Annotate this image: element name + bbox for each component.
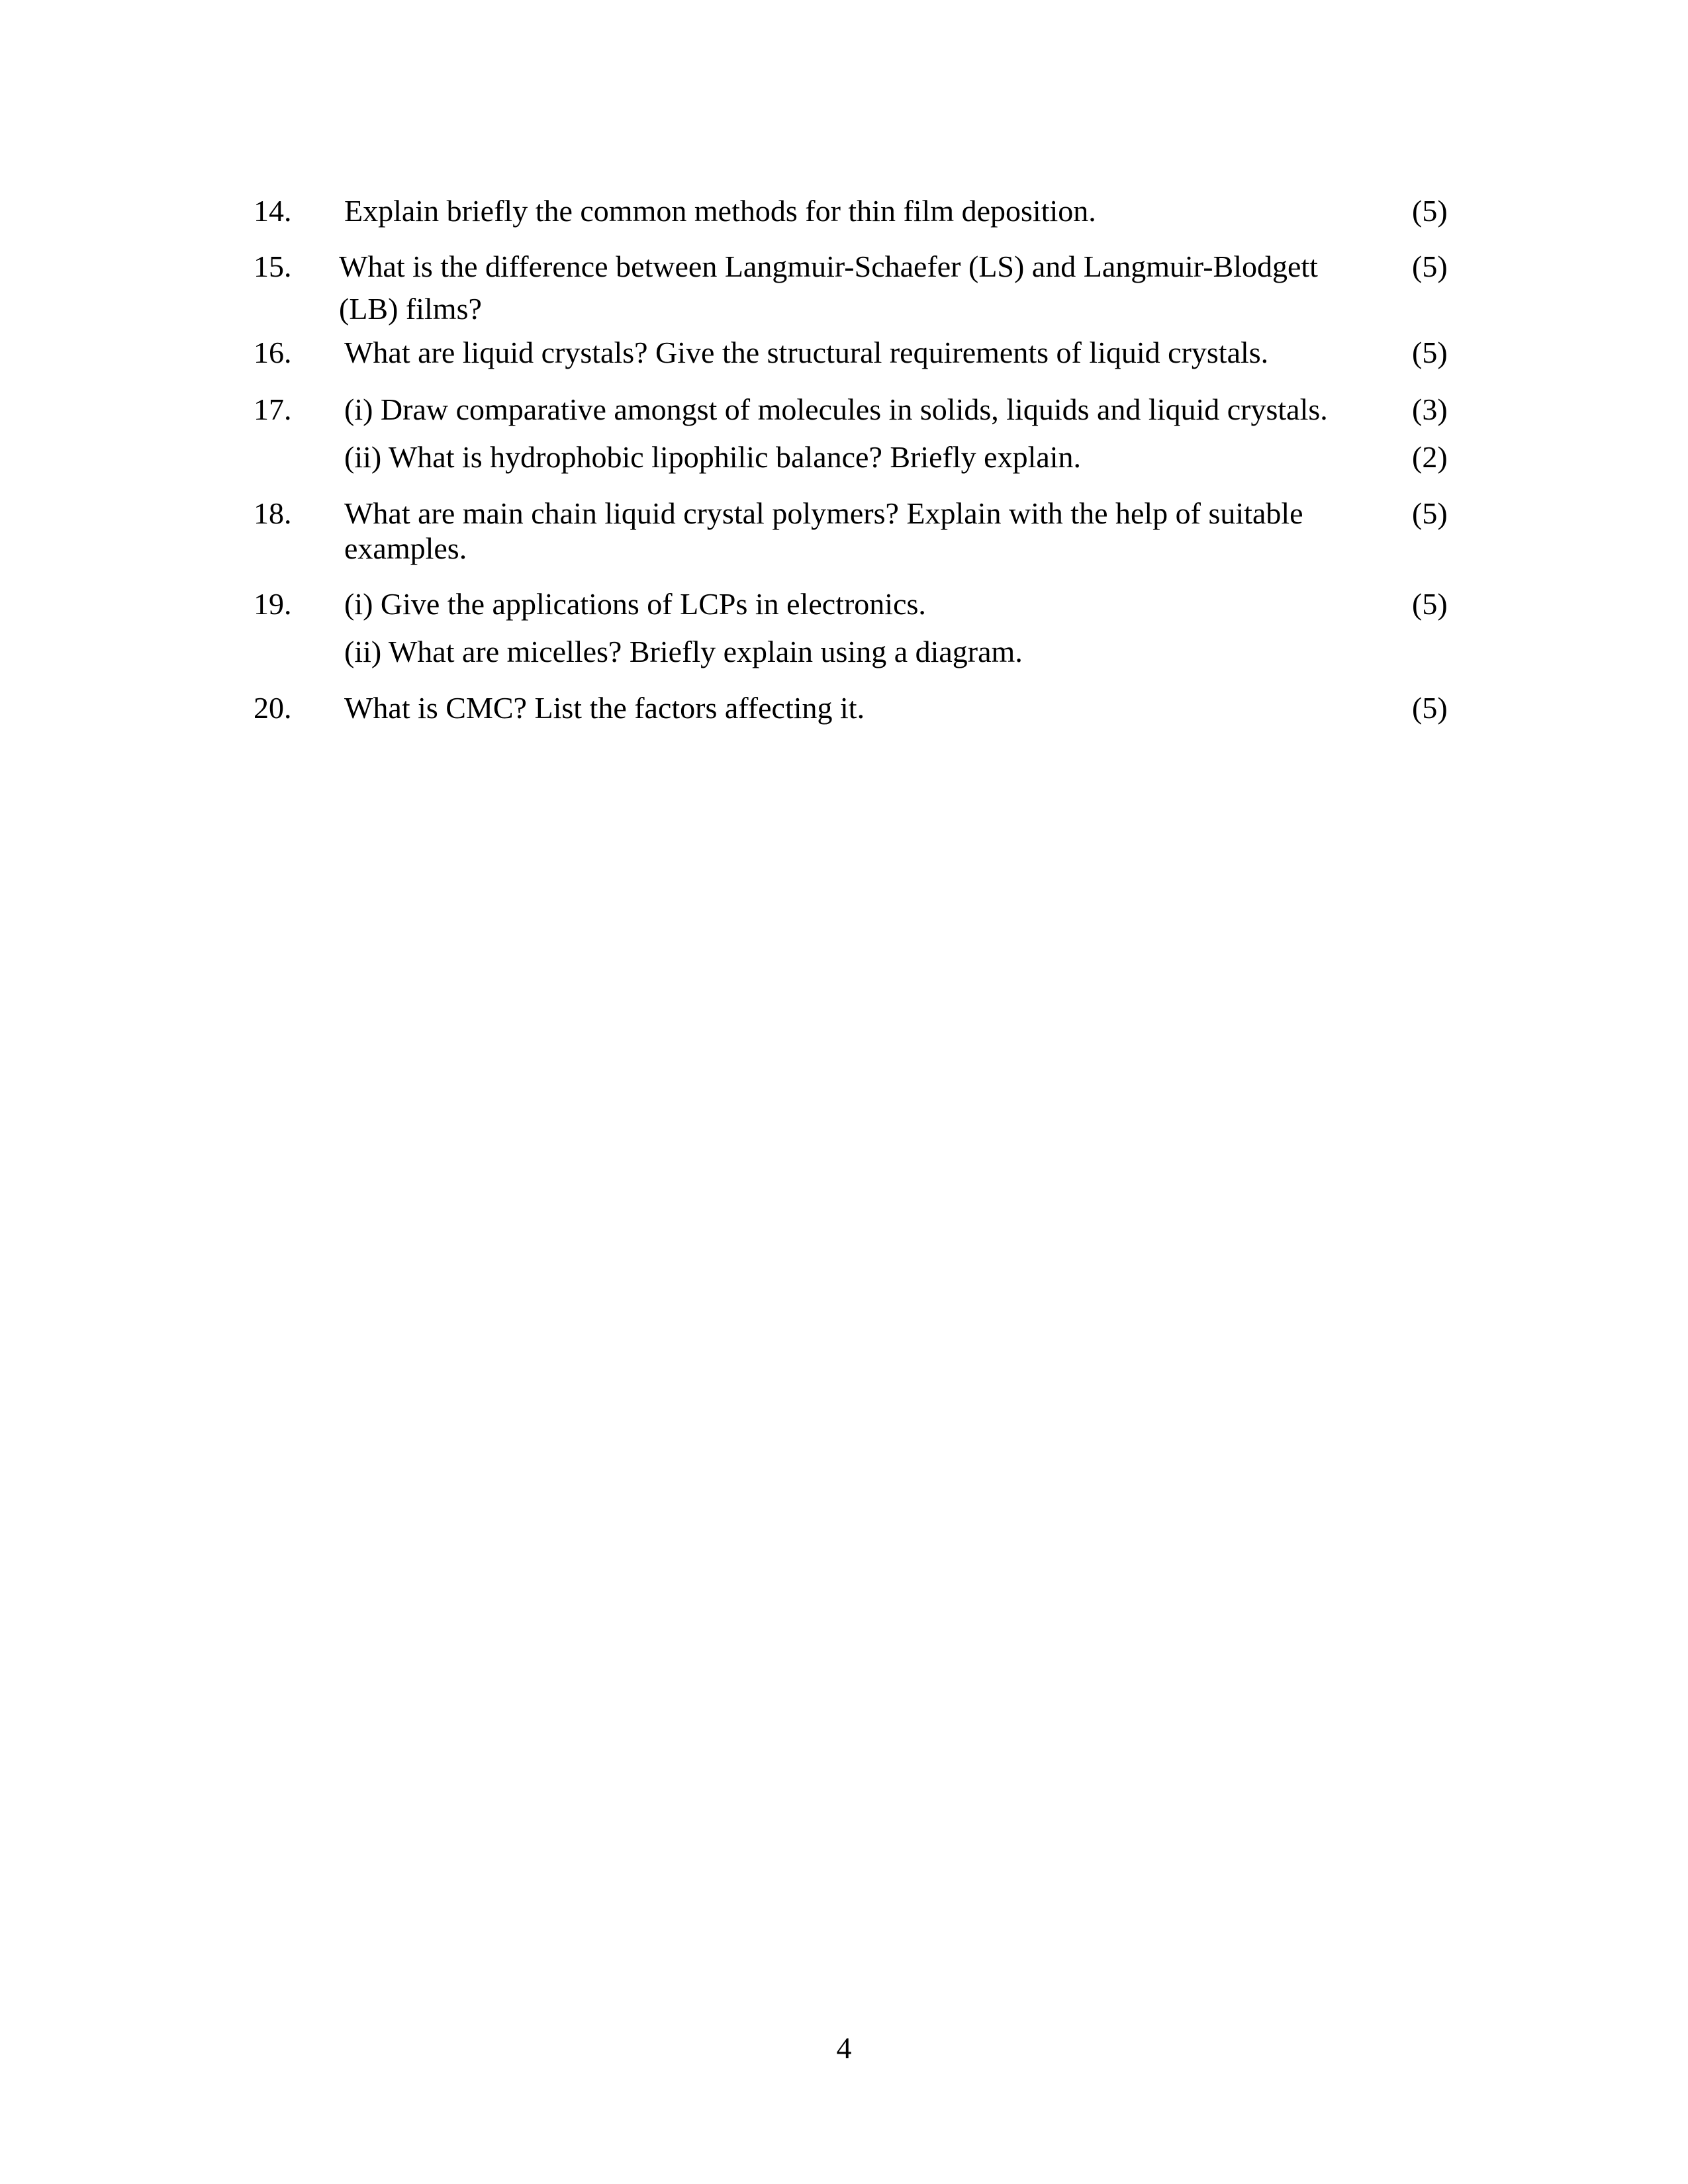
question-marks: (3) [1412,392,1448,426]
question-text: What is CMC? List the factors affecting it. [344,691,865,725]
question-text: Explain briefly the common methods for thin film deposition. [344,194,1096,228]
question-number: 18. [254,496,292,530]
question-number: 19. [254,587,292,621]
question-marks: (5) [1412,250,1448,283]
question-text-line-1: What is the difference between Langmuir-Schaefer (LS) and Langmuir-Blodgett [339,250,1318,283]
question-number: 17. [254,392,292,426]
question-marks: (2) [1412,440,1448,474]
question-text-line-2: (LB) films? [339,292,482,326]
question-marks: (5) [1412,691,1448,725]
question-marks: (5) [1412,587,1448,621]
question-part-i: (i) Give the applications of LCPs in electronics. [344,587,926,621]
question-text-line-2: examples. [344,531,467,565]
question-part-i: (i) Draw comparative amongst of molecules in solids, liquids and liquid crystals. [344,392,1328,426]
question-number: 20. [254,691,292,725]
question-marks: (5) [1412,336,1448,369]
question-number: 16. [254,336,292,369]
page-number: 4 [836,2031,852,2065]
question-part-ii: (ii) What is hydrophobic lipophilic balance? Briefly explain. [344,440,1082,474]
question-text-line-1: What are main chain liquid crystal polymers? Explain with the help of suitable [344,496,1303,530]
question-number: 14. [254,194,292,228]
question-part-ii: (ii) What are micelles? Briefly explain using a diagram. [344,635,1023,668]
question-marks: (5) [1412,496,1448,530]
question-text: What are liquid crystals? Give the structural requirements of liquid crystals. [344,336,1269,369]
question-marks: (5) [1412,194,1448,228]
question-number: 15. [254,250,292,283]
